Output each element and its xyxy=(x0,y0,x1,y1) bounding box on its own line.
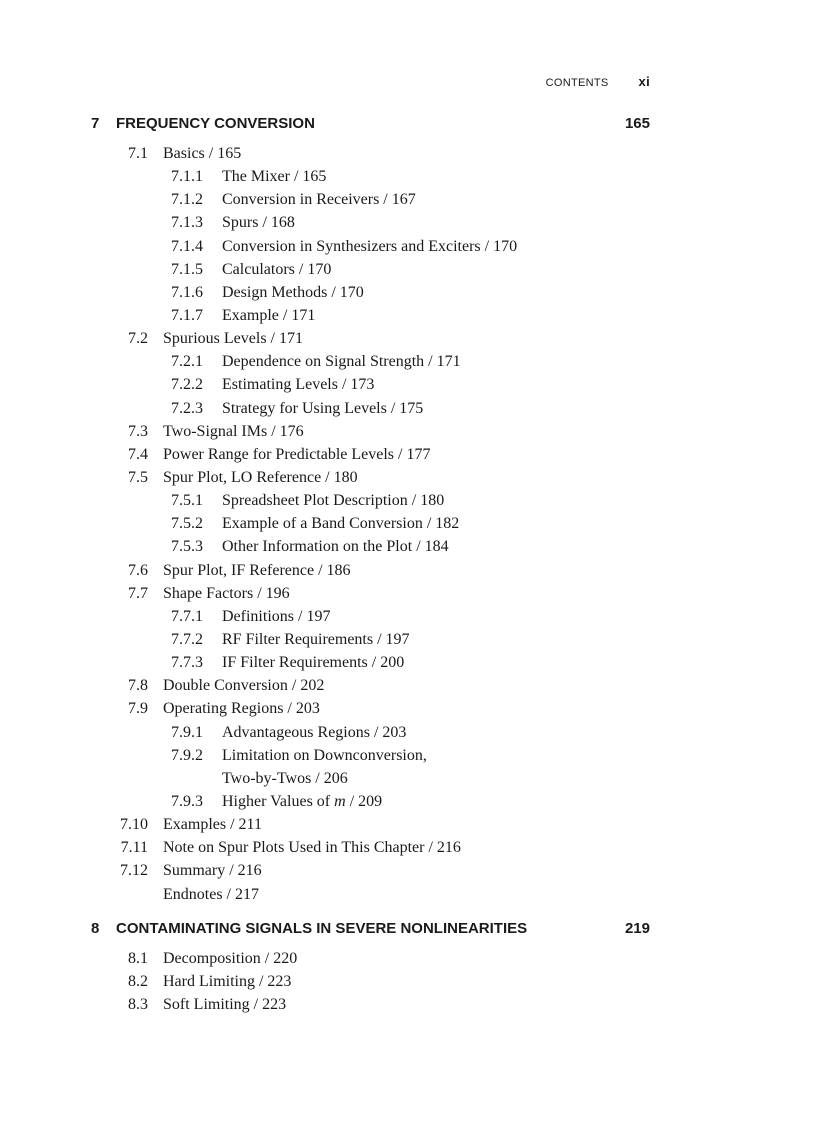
toc-entry xyxy=(0,420,816,443)
section-number: 7.3 xyxy=(128,422,148,440)
section-title: Calculators / 170 xyxy=(222,260,332,278)
toc-entry xyxy=(0,721,816,744)
section-title: Endnotes / 217 xyxy=(163,885,259,903)
toc-entry xyxy=(0,235,816,258)
toc-entry xyxy=(0,947,816,970)
section-title: Strategy for Using Levels / 175 xyxy=(222,399,424,417)
section-number: 7.9.2 xyxy=(171,746,203,764)
section-title: Estimating Levels / 173 xyxy=(222,376,375,394)
toc-entry xyxy=(0,304,816,327)
section-number: 7.2.3 xyxy=(171,399,203,417)
toc-entry xyxy=(0,535,816,558)
section-title: Decomposition / 220 xyxy=(163,950,298,967)
toc-entry xyxy=(0,327,816,350)
section-number: 7.7 xyxy=(128,584,148,602)
section-title: Spur Plot, IF Reference / 186 xyxy=(163,561,351,579)
section-number: 7.1.4 xyxy=(171,237,203,255)
section-title: Definitions / 197 xyxy=(222,607,331,625)
section-title: Spurious Levels / 171 xyxy=(163,330,303,348)
section-number: 7.1.3 xyxy=(171,214,203,232)
section-number: 7.9.3 xyxy=(171,792,203,810)
toc-entry xyxy=(0,744,816,767)
toc-entry xyxy=(0,813,816,836)
toc-entry xyxy=(0,767,816,790)
toc-entry xyxy=(0,790,816,813)
section-title: IF Filter Requirements / 200 xyxy=(222,654,405,672)
section-number: 7.1.7 xyxy=(171,306,203,324)
section-number: 7.7.1 xyxy=(171,607,203,625)
section-title: Operating Regions / 203 xyxy=(163,700,320,718)
section-title: Hard Limiting / 223 xyxy=(163,973,292,991)
section-title: Example / 171 xyxy=(222,306,316,324)
section-number: 7.5 xyxy=(128,468,148,486)
section-title: Advantageous Regions / 203 xyxy=(222,723,407,741)
section-number: 7.2.1 xyxy=(171,353,203,371)
section-title: Other Information on the Plot / 184 xyxy=(222,538,449,556)
section-number: 7.9.1 xyxy=(171,723,203,741)
section-title: Two-by-Twos / 206 xyxy=(222,769,348,787)
toc-entry xyxy=(0,165,816,188)
section-number: 7.2 xyxy=(128,330,148,348)
section-number: 7.5.1 xyxy=(171,492,203,510)
toc-entry xyxy=(0,651,816,674)
section-title: Examples / 211 xyxy=(163,816,262,834)
toc-entry xyxy=(0,188,816,211)
section-title: Spurs / 168 xyxy=(222,214,295,232)
toc-entry xyxy=(0,883,816,906)
chapter-page: 165 xyxy=(624,115,650,132)
chapter-title: CONTAMINATING SIGNALS IN SEVERE NONLINEARITIES xyxy=(116,920,528,937)
section-title: Limitation on Downconversion, xyxy=(222,746,427,764)
section-number: 7.10 xyxy=(120,816,148,834)
section-number: 7.11 xyxy=(120,839,148,857)
running-head-label: CONTENTS xyxy=(545,77,609,89)
toc-entry xyxy=(0,142,816,165)
toc-entry xyxy=(0,512,816,535)
section-title: Dependence on Signal Strength / 171 xyxy=(222,353,461,371)
chapter-7-entries xyxy=(0,142,816,906)
section-number: 7.6 xyxy=(128,561,148,579)
section-title: Conversion in Receivers / 167 xyxy=(222,191,416,209)
toc-entry xyxy=(0,697,816,720)
section-title: Soft Limiting / 223 xyxy=(163,996,287,1014)
toc-entry xyxy=(0,397,816,420)
section-title: Shape Factors / 196 xyxy=(163,584,290,602)
section-title: The Mixer / 165 xyxy=(222,168,327,186)
section-number: 7.2.2 xyxy=(171,376,203,394)
toc-entry xyxy=(0,674,816,697)
section-title: RF Filter Requirements / 197 xyxy=(222,630,410,648)
section-number: 7.1.1 xyxy=(171,168,203,186)
section-title: Power Range for Predictable Levels / 177 xyxy=(163,445,431,463)
section-number: 7.7.2 xyxy=(171,630,203,648)
toc-entry xyxy=(0,258,816,281)
section-title: Summary / 216 xyxy=(163,862,262,880)
running-head xyxy=(546,74,650,89)
toc-entry xyxy=(0,628,816,651)
toc-entry xyxy=(0,993,816,1016)
section-number: 7.5.3 xyxy=(171,538,203,556)
toc-entry xyxy=(0,489,816,512)
toc-entry xyxy=(0,859,816,882)
toc-entry xyxy=(0,605,816,628)
toc-entry xyxy=(0,281,816,304)
toc-entry xyxy=(0,350,816,373)
section-title: Double Conversion / 202 xyxy=(163,677,325,695)
toc-entry xyxy=(0,211,816,234)
chapter-number: 7 xyxy=(91,115,100,132)
chapter-page: 219 xyxy=(624,920,650,937)
section-number: 7.8 xyxy=(128,677,148,695)
section-number: 7.12 xyxy=(120,862,148,880)
chapter-8-entries xyxy=(0,947,816,1016)
section-number: 7.1.5 xyxy=(171,260,203,278)
section-number: 7.1.2 xyxy=(171,191,203,209)
section-number: 7.4 xyxy=(128,445,148,463)
section-number: 7.7.3 xyxy=(171,654,203,672)
chapter-heading-7 xyxy=(91,115,650,132)
toc-entry xyxy=(0,559,816,582)
toc-entry xyxy=(0,970,816,993)
section-number: 8.1 xyxy=(128,950,148,967)
chapter-number: 8 xyxy=(91,920,100,937)
section-title: Two-Signal IMs / 176 xyxy=(163,422,304,440)
section-number: 7.9 xyxy=(128,700,148,718)
section-number: 8.3 xyxy=(128,996,148,1014)
toc-entry xyxy=(0,836,816,859)
section-title: Note on Spur Plots Used in This Chapter / 216 xyxy=(163,839,461,857)
chapter-heading-8 xyxy=(91,920,650,937)
chapter-title: FREQUENCY CONVERSION xyxy=(116,115,315,132)
section-number: 7.1 xyxy=(128,145,148,162)
section-title: Basics / 165 xyxy=(163,145,242,162)
section-number: 7.5.2 xyxy=(171,515,203,533)
section-title: Conversion in Synthesizers and Exciters / 170 xyxy=(222,237,518,255)
section-number: 7.1.6 xyxy=(171,283,203,301)
toc-entry xyxy=(0,373,816,396)
section-title: Spreadsheet Plot Description / 180 xyxy=(222,492,445,510)
section-title: Design Methods / 170 xyxy=(222,283,364,301)
section-title: Example of a Band Conversion / 182 xyxy=(222,515,460,533)
page-number: xi xyxy=(638,74,650,89)
toc-entry xyxy=(0,582,816,605)
section-number: 8.2 xyxy=(128,973,148,991)
section-title: Spur Plot, LO Reference / 180 xyxy=(163,468,358,486)
toc-entry xyxy=(0,443,816,466)
section-title: Higher Values of m / 209 xyxy=(222,792,383,810)
toc-entry xyxy=(0,466,816,489)
